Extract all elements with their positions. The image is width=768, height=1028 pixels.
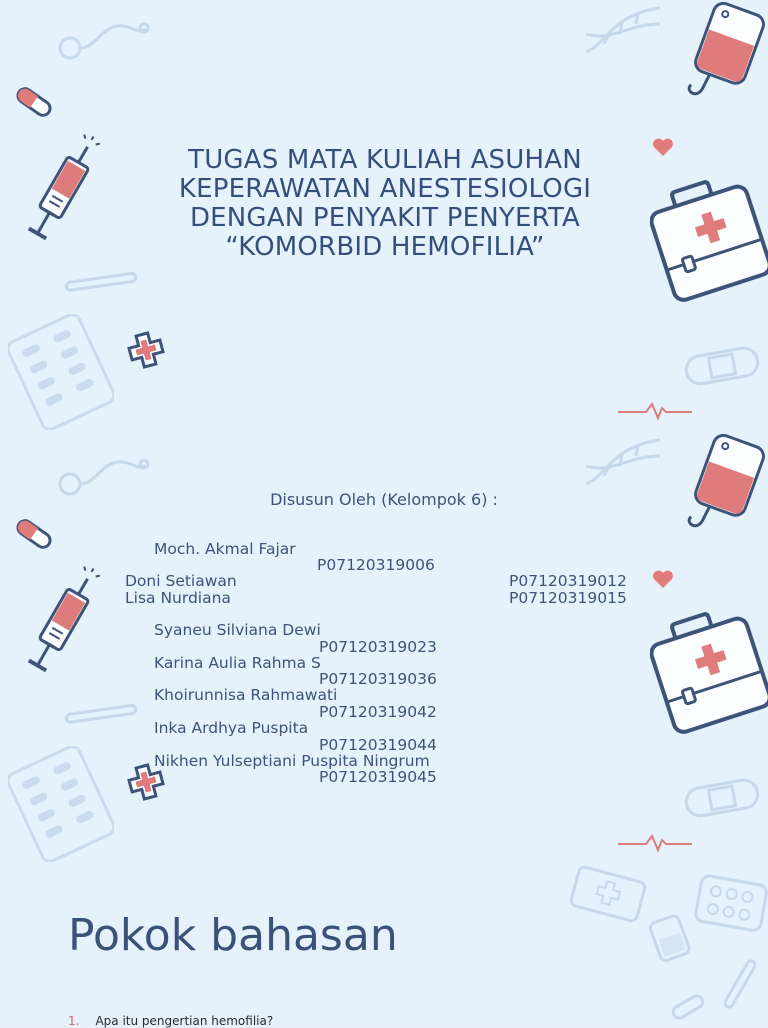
thermometer-icon: [720, 954, 760, 1014]
member-nim: P07120319015: [509, 589, 627, 607]
member-nim: P07120319045: [319, 768, 437, 786]
title-line: KEPERAWATAN ANESTESIOLOGI: [178, 174, 592, 204]
list-item-text: Apa itu pengertian hemofilia?: [95, 1014, 274, 1028]
thermometer-icon: [60, 270, 140, 294]
heartbeat-icon: [616, 830, 694, 854]
member-name: Lisa Nurdiana: [125, 589, 231, 607]
list-item: [68, 1014, 273, 1028]
syringe-icon: [16, 128, 108, 254]
medical-kit-icon: [650, 610, 768, 750]
member-nim: P07120319006: [317, 556, 435, 574]
stethoscope-icon: [52, 14, 152, 64]
medical-kit-icon: [566, 864, 650, 924]
member-nim: P07120319044: [319, 736, 437, 754]
title-line: DENGAN PENYAKIT PENYERTA: [189, 203, 581, 233]
member-nim: P07120319042: [319, 703, 437, 721]
group-subtitle: Disusun Oleh (Kelompok 6) :: [270, 490, 498, 509]
blood-bag-icon: [680, 434, 768, 544]
dna-icon: [582, 436, 664, 488]
bandage-icon: [682, 342, 762, 390]
member-nim: P07120319012: [509, 572, 627, 590]
dna-icon: [582, 4, 664, 56]
heart-icon: [652, 569, 674, 589]
pill-icon: [668, 992, 708, 1022]
member-name: Karina Aulia Rahma S: [154, 654, 321, 672]
pill-icon: [14, 518, 54, 550]
presentation-title: [100, 146, 670, 262]
pill-blister-icon: [8, 314, 114, 430]
pill-icon: [14, 86, 54, 118]
cross-icon: [126, 330, 166, 370]
member-nim: P07120319023: [319, 638, 437, 656]
thermometer-icon: [60, 702, 140, 726]
member-name: Moch. Akmal Fajar: [154, 540, 296, 558]
member-name: Syaneu Silviana Dewi: [154, 621, 321, 639]
syringe-icon: [16, 560, 108, 686]
member-name: Khoirunnisa Rahmawati: [154, 686, 338, 704]
member-name: Inka Ardhya Puspita: [154, 719, 309, 737]
member-name: Doni Setiawan: [125, 572, 237, 590]
slide-title: [0, 0, 768, 432]
title-line: “KOMORBID HEMOFILIA”: [225, 232, 545, 262]
pill-blister-icon: [692, 874, 768, 934]
pill-blister-icon: [8, 746, 114, 862]
heartbeat-icon: [616, 398, 694, 422]
bandage-icon: [682, 774, 762, 822]
section-heading: Pokok bahasan: [68, 910, 398, 961]
member-nim: P07120319036: [319, 670, 437, 688]
list-item-number: 1.: [68, 1014, 80, 1028]
member-name: Nikhen Yulseptiani Puspita Ningrum: [154, 752, 430, 770]
title-line: TUGAS MATA KULIAH ASUHAN: [188, 145, 582, 175]
blood-bag-icon: [680, 2, 768, 112]
blood-bag-icon: [646, 912, 696, 972]
